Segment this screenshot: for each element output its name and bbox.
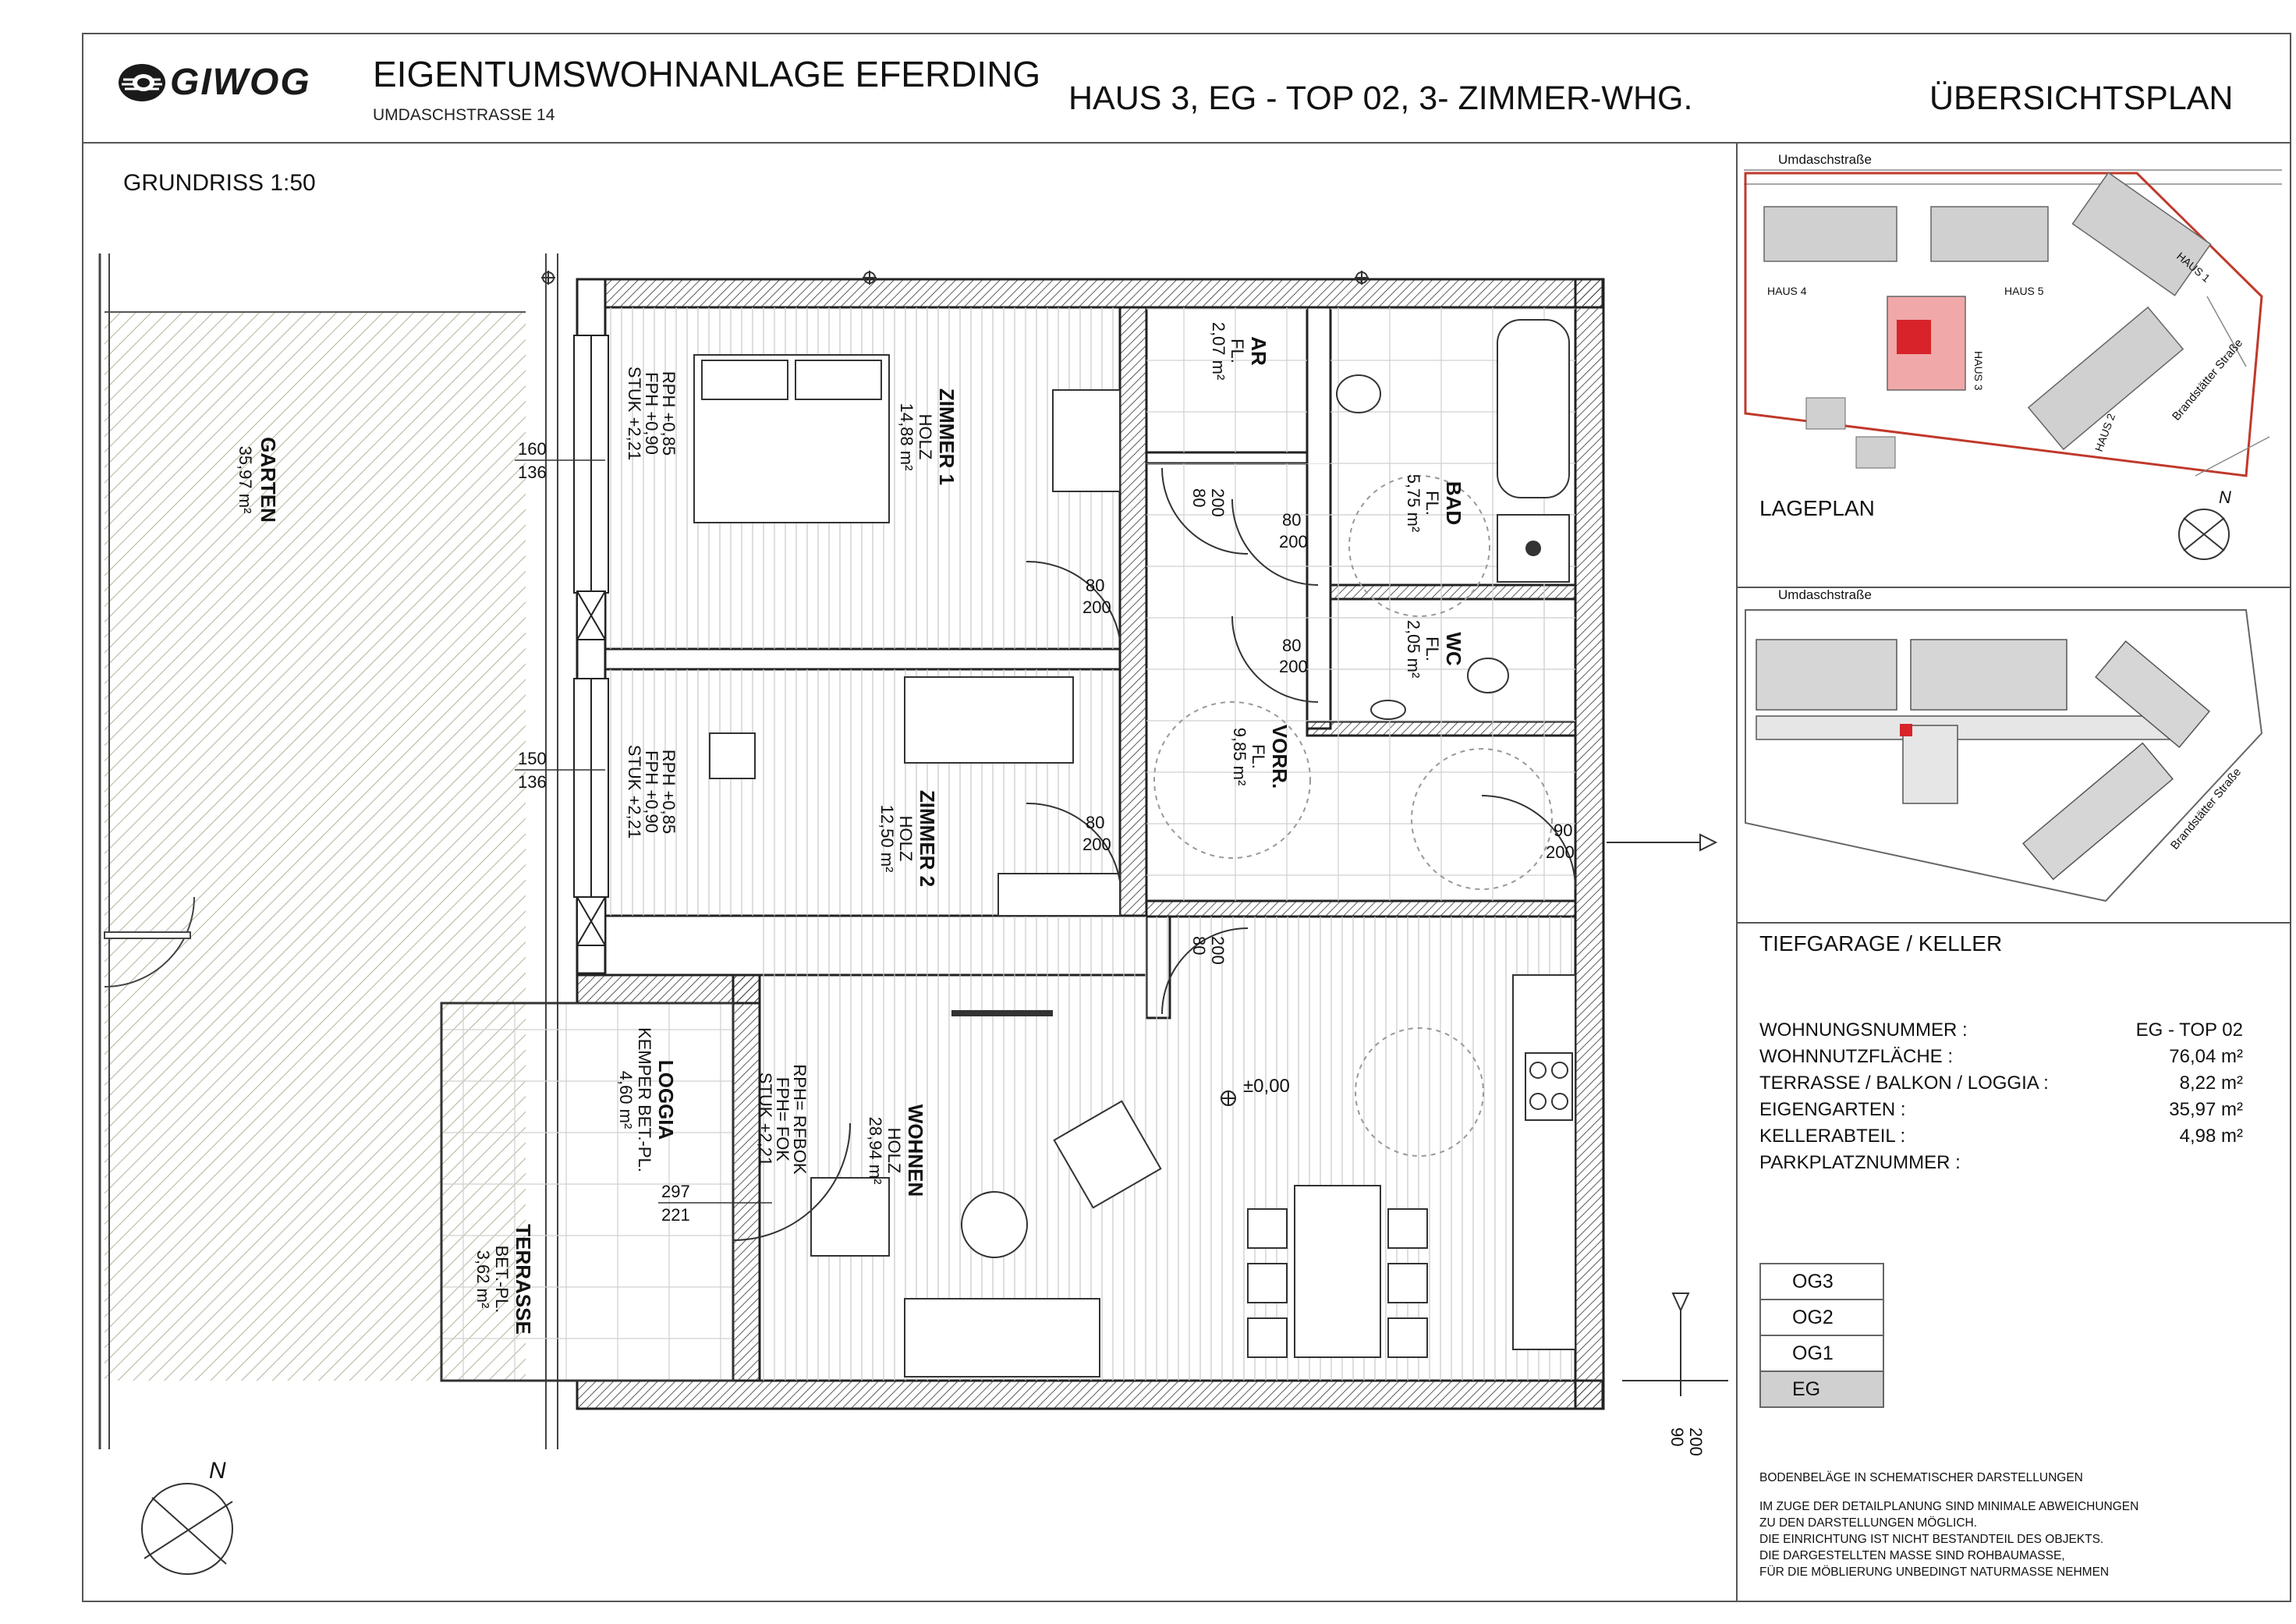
info-row (1759, 1150, 2243, 1176)
dim-door-entry-h: 200 (1546, 842, 1575, 862)
lageplan-north-arrow-icon (2179, 509, 2229, 559)
svg-text:90: 90 (1667, 1427, 1687, 1447)
floor-selector (1759, 1264, 1884, 1408)
project-address: UMDASCHSTRASSE 14 (373, 106, 555, 124)
shower-drain (1525, 541, 1541, 556)
info-row (1759, 1017, 2243, 1044)
note-line: BODENBELÄGE IN SCHEMATISCHER DARSTELLUNGEN (1759, 1471, 2083, 1484)
floor-og1[interactable]: OG1 (1759, 1335, 1884, 1372)
giwog-logo-text: GIWOG (170, 62, 311, 103)
bottom-arrow-icon (1673, 1293, 1688, 1310)
wash-basin-wc (1371, 700, 1405, 719)
wall-top (577, 279, 1603, 307)
room-name-zimmer-1: ZIMMER 1 (935, 388, 958, 486)
tv-board (951, 1010, 1053, 1016)
garden-gate (105, 932, 190, 938)
svg-text:Brandstätter Straße: Brandstätter Straße (2168, 765, 2245, 853)
wall-z1-z2 (605, 649, 1120, 669)
dim-door-wc-h: 200 (1279, 657, 1308, 676)
svg-text:STUK +2,21: STUK +2,21 (625, 366, 644, 461)
unit-title: HAUS 3, EG - TOP 02, 3- ZIMMER-WHG. (1068, 80, 1693, 117)
info-label: KELLERABTEIL : (1759, 1126, 1906, 1147)
svg-text:Umdaschstraße: Umdaschstraße (1778, 152, 1872, 167)
svg-text:FPH +0,90: FPH +0,90 (642, 372, 661, 455)
lageplan-map (1744, 152, 2282, 476)
chair-5 (1388, 1264, 1427, 1303)
room-finish-zimmer-1: HOLZ (916, 413, 935, 460)
room-area-wohnen: 28,94 m² (866, 1116, 885, 1185)
wall-right (1575, 279, 1603, 1409)
room-area-zimmer-1: 14,88 m² (897, 402, 916, 471)
room-area-bad: 5,75 m² (1404, 473, 1423, 533)
svg-text:HAUS 5: HAUS 5 (2004, 285, 2044, 297)
window-spec-wohnen (756, 1064, 810, 1175)
chair-1 (1248, 1209, 1287, 1248)
tiefgarage-title: TIEFGARAGE / KELLER (1759, 931, 2003, 956)
lageplan-title: LAGEPLAN (1759, 496, 1875, 520)
note-line: FÜR DIE MÖBLIERUNG UNBEDINGT NATURMASSE NEHMEN (1759, 1565, 2110, 1579)
window-spec-zimmer-1 (625, 367, 679, 460)
sofa (905, 1299, 1100, 1377)
north-label: N (209, 1458, 226, 1484)
room-area-loggia: 4,60 m² (616, 1070, 636, 1129)
room-finish-loggia: KEMPER BET.-PL. (635, 1027, 654, 1172)
wall-ar-bottom (1146, 452, 1307, 463)
level-marker-icon (1221, 1091, 1235, 1105)
room-finish-vorraum: FL. (1249, 744, 1268, 769)
room-finish-wc: FL. (1423, 636, 1442, 661)
info-row (1759, 1097, 2243, 1123)
desk-zimmer-2 (710, 733, 755, 778)
dim-door-bad-w: 80 (1282, 510, 1302, 530)
room-area-terrasse: 3,62 m² (473, 1250, 493, 1309)
dim-window-z2-h: 136 (518, 772, 547, 792)
window-spec-zimmer-2 (625, 745, 679, 839)
info-value: 4,98 m² (2179, 1126, 2243, 1147)
room-name-garten: GARTEN (257, 437, 280, 523)
room-name-bad: BAD (1442, 480, 1465, 526)
room-name-wohnen: WOHNEN (904, 1104, 927, 1197)
svg-text:STUK +2,21: STUK +2,21 (625, 744, 644, 839)
room-finish-wohnen: HOLZ (884, 1127, 904, 1174)
wall-bottom (577, 1381, 1603, 1409)
room-name-loggia: LOGGIA (654, 1059, 678, 1140)
svg-text:HAUS 4: HAUS 4 (1767, 285, 1807, 297)
room-name-zimmer-2: ZIMMER 2 (916, 789, 939, 888)
dim-window-wohnen-h: 221 (661, 1205, 690, 1225)
chair-4 (1388, 1209, 1427, 1248)
svg-text:80: 80 (1189, 488, 1209, 508)
floor-og3[interactable]: OG3 (1759, 1263, 1884, 1300)
room-area-zimmer-2: 12,50 m² (877, 804, 897, 873)
room-name-terrasse: TERRASSE (512, 1224, 535, 1335)
room-name-vorraum: VORR. (1268, 724, 1292, 789)
info-row (1759, 1123, 2243, 1150)
note-line: DIE EINRICHTUNG IST NICHT BESTANDTEIL DES OBJEKTS. (1759, 1533, 2104, 1546)
info-row (1759, 1044, 2243, 1070)
svg-text:HAUS 1: HAUS 1 (2174, 250, 2213, 285)
dim-door-wc-w: 80 (1282, 636, 1302, 655)
info-value: 8,22 m² (2179, 1073, 2243, 1094)
bed-pillow-2 (795, 360, 881, 399)
svg-text:Umdaschstraße: Umdaschstraße (1778, 587, 1872, 602)
svg-text:200: 200 (1208, 936, 1228, 965)
level-label: ±0,00 (1243, 1076, 1290, 1097)
dim-door-z2-h: 200 (1082, 835, 1111, 854)
room-name-wc: WC (1442, 632, 1465, 666)
entry-arrow-icon (1700, 835, 1716, 850)
dim-door-z1-h: 200 (1082, 597, 1111, 617)
dim-window-z1-w: 160 (518, 439, 547, 459)
dim-window-z2-w: 150 (518, 749, 547, 768)
note-line: ZU DEN DARSTELLUNGEN MÖGLICH. (1759, 1516, 1978, 1530)
wall-hall-bottom (1146, 901, 1575, 917)
plan-scale-label: GRUNDRISS 1:50 (123, 170, 316, 196)
svg-text:HAUS 3: HAUS 3 (1972, 351, 1985, 391)
room-area-ar: 2,07 m² (1209, 321, 1228, 381)
dining-table (1295, 1186, 1380, 1357)
coffee-table (962, 1192, 1027, 1257)
wardrobe-zimmer-2 (998, 874, 1120, 916)
wardrobe-zimmer-1 (1053, 390, 1120, 491)
bed-pillow-1 (702, 360, 788, 399)
svg-text:FPH= FOK: FPH= FOK (773, 1076, 792, 1162)
room-finish-ar: FL. (1228, 339, 1247, 363)
room-finish-terrasse: BET.-PL. (492, 1245, 512, 1314)
dim-door-z1-w: 80 (1086, 576, 1105, 595)
room-name-ar: AR (1247, 336, 1270, 366)
svg-text:HAUS 2: HAUS 2 (2092, 412, 2118, 454)
toilet (1468, 658, 1508, 693)
floor-eg[interactable]: EG (1759, 1370, 1884, 1408)
info-value: 35,97 m² (2169, 1099, 2243, 1120)
plan-type-title: ÜBERSICHTSPLAN (1929, 80, 2234, 117)
wall-wohnen-left (733, 975, 760, 1381)
info-label: PARKPLATZNUMMER : (1759, 1152, 1961, 1173)
room-area-vorraum: 9,85 m² (1230, 727, 1249, 786)
room-area-garten: 35,97 m² (236, 445, 255, 514)
info-label: EIGENGARTEN : (1759, 1099, 1906, 1120)
info-label: TERRASSE / BALKON / LOGGIA : (1759, 1073, 2049, 1094)
dim-door-z2-w: 80 (1086, 813, 1105, 832)
dim-window-z1-h: 136 (518, 463, 547, 482)
tiefgarage-map (1745, 587, 2262, 901)
svg-text:RPH +0,85: RPH +0,85 (659, 749, 679, 835)
svg-text:RPH= RFBOK: RPH= RFBOK (790, 1064, 810, 1175)
wall-rooms-hall (1120, 307, 1146, 916)
info-value: 76,04 m² (2169, 1046, 2243, 1067)
bathtub (1497, 320, 1569, 498)
dim-door-entry-w: 90 (1554, 821, 1573, 840)
unit-info-table (1759, 1017, 2243, 1176)
bed-zimmer-2 (905, 677, 1073, 763)
room-finish-bad: FL. (1423, 491, 1442, 516)
project-title: EIGENTUMSWOHNANLAGE EFERDING (373, 54, 1041, 94)
dim-door-bad-h: 200 (1279, 532, 1308, 551)
disclaimer-notes (1759, 1470, 2274, 1580)
info-value: EG - TOP 02 (2135, 1019, 2243, 1041)
dim-window-wohnen-w: 297 (661, 1182, 690, 1201)
chair-2 (1248, 1264, 1287, 1303)
svg-text:STUK +2,21: STUK +2,21 (756, 1072, 775, 1167)
chair-3 (1248, 1318, 1287, 1357)
kitchen-hob (1525, 1053, 1572, 1120)
svg-text:RPH +0,85: RPH +0,85 (659, 371, 679, 456)
note-line: DIE DARGESTELLTEN MASSE SIND ROHBAUMASSE, (1759, 1549, 2065, 1562)
info-row (1759, 1070, 2243, 1097)
lageplan-north-label: N (2219, 488, 2231, 507)
info-label: WOHNUNGSNUMMER : (1759, 1019, 1968, 1041)
armchair-2 (811, 1178, 889, 1256)
svg-text:FPH +0,90: FPH +0,90 (642, 750, 661, 833)
chair-6 (1388, 1318, 1427, 1357)
svg-text:200: 200 (1686, 1427, 1706, 1456)
svg-text:Brandstätter Straße: Brandstätter Straße (2170, 336, 2246, 424)
info-label: WOHNNUTZFLÄCHE : (1759, 1046, 1953, 1067)
kitchen-counter (1513, 975, 1575, 1349)
wash-basin-bad (1337, 375, 1380, 413)
floor-og2[interactable]: OG2 (1759, 1299, 1884, 1336)
note-line: IM ZUGE DER DETAILPLANUNG SIND MINIMALE ABWEICHUNGEN (1759, 1500, 2139, 1513)
north-arrow-icon (142, 1484, 232, 1574)
room-area-wc: 2,05 m² (1404, 619, 1423, 679)
dim-door-bottom (1667, 1427, 1706, 1456)
svg-text:80: 80 (1189, 936, 1209, 956)
room-finish-zimmer-2: HOLZ (896, 815, 916, 862)
svg-text:200: 200 (1208, 488, 1228, 517)
